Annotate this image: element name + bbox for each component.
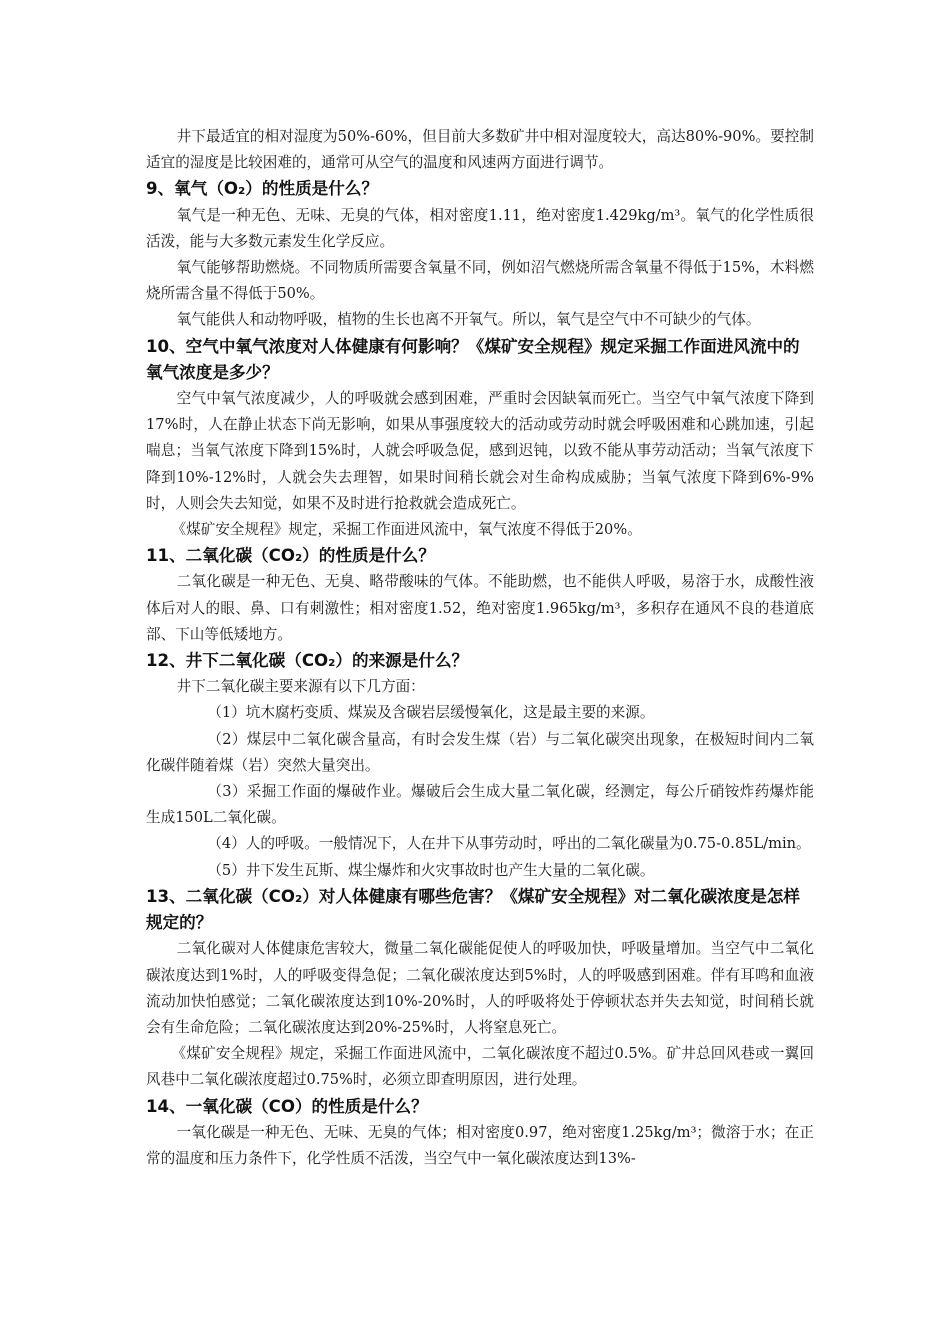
oxygen-combustion-paragraph: 氧气能够帮助燃烧。不同物质所需要含氧量不同，例如沼气燃烧所需含氧量不得低于15%，木料燃烧所需含量不得低于50%。	[146, 259, 814, 303]
co2-source-item-2: （2）煤层中二氧化碳含量高，有时会发生煤（岩）与二氧化碳突出现象，在极短时间内二氧化碳伴随着煤（岩）突然大量突出。	[146, 730, 814, 774]
heading-q9: 9、氧气（O₂）的性质是什么？	[146, 179, 379, 199]
heading-q11: 11、二氧化碳（CO₂）的性质是什么？	[146, 546, 435, 566]
oxygen-health-paragraph: 空气中氧气浓度减少，人的呼吸就会感到困难，严重时会因缺氧而死亡。当空气中氧气浓度下降到17%时，人在静止状态下尚无影响，如果从事强度较大的活动或劳动时就会呼吸困难和心跳加速，引起喘息；当氧气浓度下降到15%时，人就会呼吸急促，感到迟钝，以致不能从事劳动活动；当氧气浓度下降到10%-12%时，人就会失去理智，如果时间稍长就会对生命构成威胁；当氧气浓度下降到6%-9%时，人则会失去知觉，如果不及时进行抢救就会造成死亡。	[146, 390, 814, 512]
oxygen-regulation-paragraph: 《煤矿安全规程》规定，采掘工作面进风流中，氧气浓度不得低于20%。	[171, 521, 642, 539]
oxygen-respiration-paragraph: 氧气能供人和动物呼吸，植物的生长也离不开氧气。所以，氧气是空气中不可缺少的气体。	[176, 311, 761, 329]
heading-q12: 12、井下二氧化碳（CO₂）的来源是什么？	[146, 651, 469, 671]
co2-source-item-1: （1）坑木腐朽变质、煤炭及含碳岩层缓慢氧化，这是最主要的来源。	[207, 704, 655, 722]
heading-q10: 10、空气中氧气浓度对人体健康有何影响？《煤矿安全规程》规定采掘工作面进风流中的氧气浓度是多少？	[146, 336, 800, 382]
heading-q14: 14、一氧化碳（CO）的性质是什么？	[146, 1096, 428, 1116]
heading-q13: 13、二氧化碳（CO₂）对人体健康有哪些危害？《煤矿安全规程》对二氧化碳浓度是怎样规定的？	[146, 886, 801, 933]
co2-sources-intro: 井下二氧化碳主要来源有以下几方面：	[176, 678, 425, 696]
co2-regulation-paragraph: 《煤矿安全规程》规定，采掘工作面进风流中，二氧化碳浓度不超过0.5%。矿井总回风巷或一翼回风巷中二氧化碳浓度超过0.75%时，必须立即查明原因，进行处理。	[146, 1045, 814, 1089]
humidity-paragraph: 井下最适宜的相对湿度为50%-60%，但目前大多数矿井中相对湿度较大，高达80%-90%。要控制适宜的湿度是比较困难的，通常可从空气的温度和风速两方面进行调节。	[146, 128, 814, 172]
co2-source-item-5: （5）井下发生瓦斯、煤尘爆炸和火灾事故时也产生大量的二氧化碳。	[207, 861, 655, 879]
co2-health-paragraph: 二氧化碳对人体健康危害较大，微量二氧化碳能促使人的呼吸加快，呼吸量增加。当空气中二氧化碳浓度达到1%时，人的呼吸变得急促；二氧化碳浓度达到5%时，人的呼吸感到困难。伴有耳鸣和血液流动加快怕感觉；二氧化碳浓度达到10%-20%时，人的呼吸将处于停顿状态并失去知觉，时间稍长就会有生命危险；二氧化碳浓度达到20%-25%时，人将窒息死亡。	[146, 940, 814, 1036]
document-body	[146, 124, 814, 1172]
co-properties-paragraph: 一氧化碳是一种无色、无味、无臭的气体；相对密度0.97，绝对密度1.25kg/m³；微溶于水；在正常的温度和压力条件下，化学性质不活泼，当空气中一氧化碳浓度达到13%-	[146, 1123, 814, 1167]
co2-source-item-4: （4）人的呼吸。一般情况下，人在井下从事劳动时，呼出的二氧化碳量为0.75-0.85L/min。	[207, 835, 811, 853]
co2-properties-paragraph: 二氧化碳是一种无色、无臭、略带酸味的气体。不能助燃，也不能供人呼吸，易溶于水，成酸性液体后对人的眼、鼻、口有刺激性；相对密度1.52，绝对密度1.965kg/m³，多积存在通风不良的巷道底部、下山等低矮地方。	[146, 573, 814, 643]
oxygen-properties-paragraph: 氧气是一种无色、无味、无臭的气体，相对密度1.11，绝对密度1.429kg/m³。氧气的化学性质很活泼，能与大多数元素发生化学反应。	[146, 206, 814, 250]
co2-source-item-3: （3）采掘工作面的爆破作业。爆破后会生成大量二氧化碳，经测定，每公斤硝铵炸药爆炸能生成150L二氧化碳。	[146, 783, 814, 827]
